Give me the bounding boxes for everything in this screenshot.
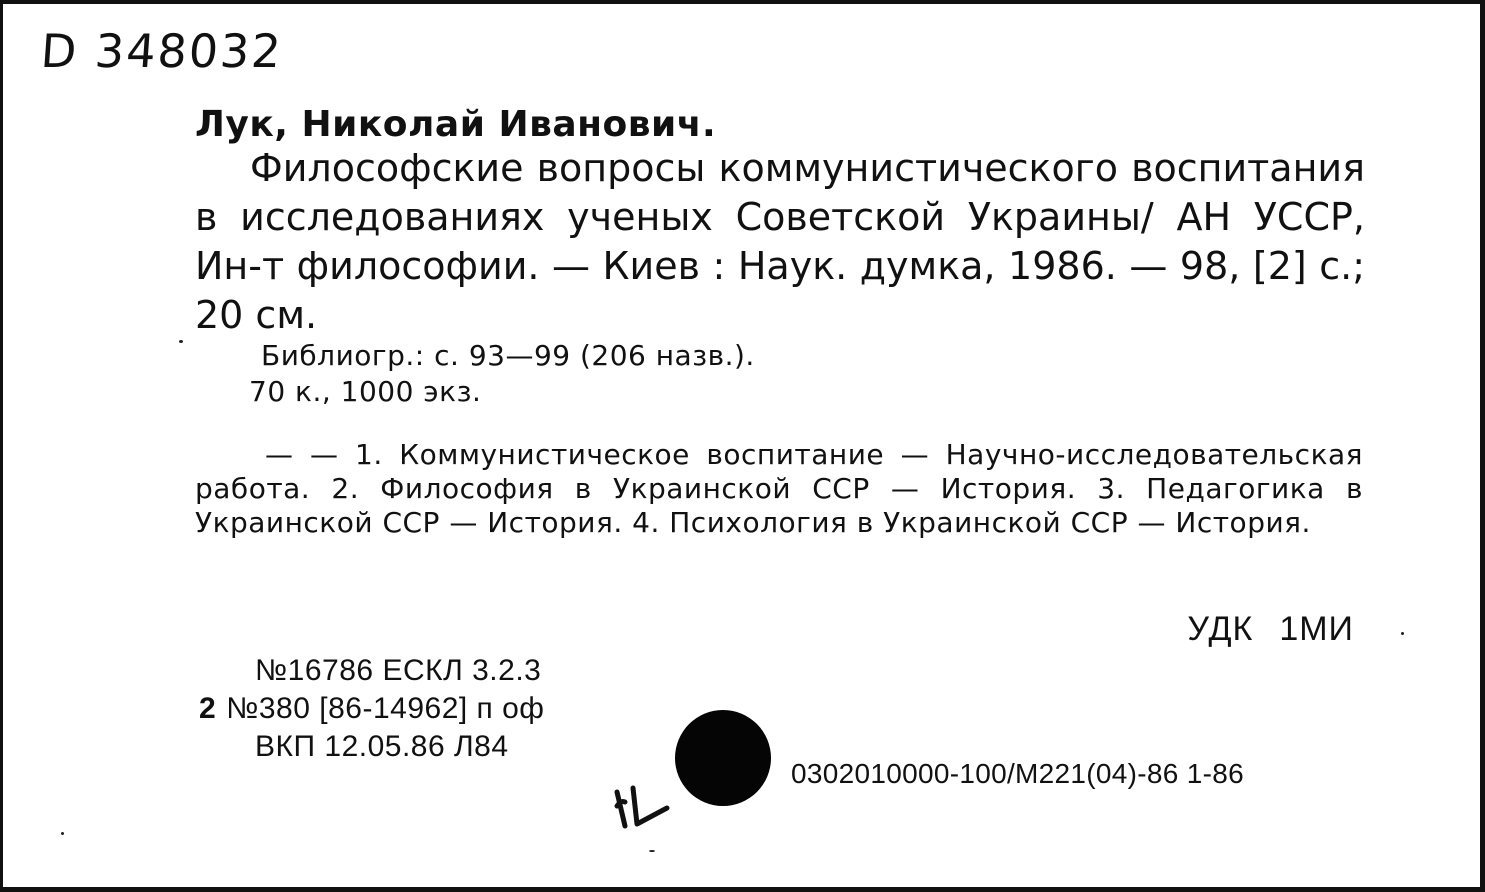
- speck-mark: [649, 850, 655, 852]
- speck-mark: [61, 832, 64, 835]
- card-inventory-number: D 348032: [39, 24, 285, 78]
- notes-block: [249, 338, 755, 410]
- print-sheet-number: 2: [199, 692, 217, 725]
- udk-label: УДК: [1187, 610, 1254, 648]
- classification-code: 0302010000-100/М221(04)-86 1-86: [791, 758, 1244, 789]
- speck-mark: [179, 340, 183, 343]
- author-name: Лук, Николай Иванович.: [195, 104, 717, 145]
- price-and-copies: 70 к., 1000 экз.: [249, 375, 482, 408]
- udk-value: 1МИ: [1279, 610, 1354, 648]
- print-order-number: №380 [86-14962] п оф: [226, 692, 545, 725]
- print-info-line-1: №16786 ЕСКЛ 3.2.3: [255, 654, 542, 687]
- print-info-block: [199, 652, 545, 766]
- print-info-line-3: ВКП 12.05.86 Л84: [255, 730, 509, 763]
- subject-headings: — — 1. Коммунистическое воспитание — Научно-исследовательская работа. 2. Философия в Украинской ССР — История. 3. Педагогика в Украинской ССР — История. 4. Психология в Украинской ССР — История.: [195, 438, 1363, 539]
- card-punch-hole: [675, 710, 771, 806]
- speck-mark: [1401, 632, 1404, 635]
- print-info-line-2: [199, 690, 545, 728]
- udk-classification: [1187, 610, 1354, 649]
- handwritten-mark-icon: [609, 782, 679, 832]
- bibliography-note: Библиогр.: с. 93—99 (206 назв.).: [261, 339, 755, 372]
- title-and-imprint: Философские вопросы коммунистического воспитания в исследованиях ученых Советской Украины/ АН УССР, Ин-т философии. — Киев : Наук. думка, 1986. — 98, [2] с.; 20 см.: [195, 146, 1365, 337]
